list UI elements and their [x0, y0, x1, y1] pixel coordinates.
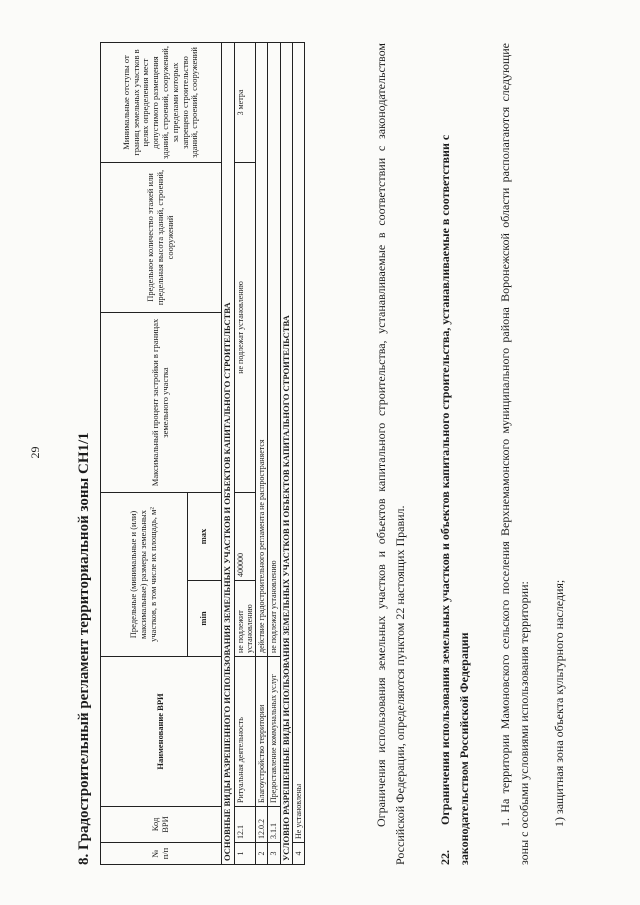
row-max: 400000 [234, 492, 255, 580]
restrictions-paragraph: Ограничения использования земельных участков и объектов капитального строительства, устанавливаемые в соответствии с законодательством Российской Федерации, определяются пунктом 22 настоящих Правил. [374, 43, 408, 865]
row-num: 2 [256, 843, 268, 865]
row-name: Благоустройство территории [256, 657, 268, 807]
header-setback: Минимальные отступы от границ земельных участков в целях определения мест допустимого размещения зданий, строений, сооружений, за пределами которых запрещено строительство зданий, строений, сооружений [101, 42, 222, 162]
row-code: 12.0.2 [256, 807, 268, 843]
table-band-row [222, 42, 235, 864]
header-size-group: Предельные (минимальные и (или) максимальные) размеры земельных участков, в том числе их площадь, м² [101, 492, 188, 656]
header-max: max [187, 492, 221, 580]
header-floors: Предельное количество этажей или предельная высота зданий, строений, сооружений [101, 162, 222, 312]
row-merged: действие градостроительного регламента не распространяется [256, 42, 268, 656]
section-22-title: Ограничения использования земельных участков и объектов капитального строительства, устанавливаемые в соответствии с законодательством Российской Федерации [438, 134, 472, 865]
header-percent: Максимальный процент застройки в границах земельного участка [101, 312, 222, 492]
list-item: 1) защитная зона объекта культурного наследия; [552, 579, 566, 827]
row-num: 3 [268, 843, 280, 865]
section-22-number: 22. [438, 850, 452, 865]
section-22-heading [436, 43, 474, 865]
row-code: 12.1 [234, 807, 255, 843]
page-number: 29 [28, 446, 42, 459]
zones-paragraph: 1. На территории Мамоновского сельского поселения Верхнемамонского муниципального района Воронежской области располагаются следующие зоны с особыми условиями использования территории: [498, 43, 532, 865]
table-row [293, 42, 305, 864]
conditional-uses-band: УСЛОВНО РАЗРЕШЕННЫЕ ВИДЫ ИСПОЛЬЗОВАНИЯ ЗЕМЕЛЬНЫХ УЧАСТКОВ И ОБЪЕКТОВ КАПИТАЛЬНОГО СТРОИТЕЛЬСТВА [280, 42, 293, 864]
row-name: Предоставление коммунальных услуг [268, 657, 280, 807]
section-title: 8. Градостроительный регламент территориальной зоны СН1/1 [76, 432, 92, 865]
row-code: 3.1.1 [268, 807, 280, 843]
table-row [234, 42, 255, 864]
header-min: min [187, 581, 221, 657]
table-row [256, 42, 268, 864]
table-row [268, 42, 280, 864]
row-min: не подлежит установлению [234, 581, 255, 657]
row-num: 1 [234, 843, 255, 865]
row-setback: 3 метра [234, 42, 255, 162]
table-band-row [280, 42, 293, 864]
regulation-table [100, 42, 305, 865]
row-merged: не подлежат установлению [268, 42, 280, 656]
row-text: Не установлены [293, 42, 305, 842]
table-header-row [101, 42, 188, 864]
header-code: Код ВРИ [101, 807, 222, 843]
row-floors-percent: не подлежат установлению [234, 162, 255, 492]
row-name: Ритуальная деятельность [234, 657, 255, 807]
row-num: 4 [293, 843, 305, 865]
main-uses-band: ОСНОВНЫЕ ВИДЫ РАЗРЕШЕННОГО ИСПОЛЬЗОВАНИЯ ЗЕМЕЛЬНЫХ УЧАСТКОВ И ОБЪЕКТОВ КАПИТАЛЬНОГО СТРОИТЕЛЬСТВА [222, 42, 235, 864]
header-num: № п/п [101, 843, 222, 865]
header-name: Наименование ВРИ [101, 657, 222, 807]
